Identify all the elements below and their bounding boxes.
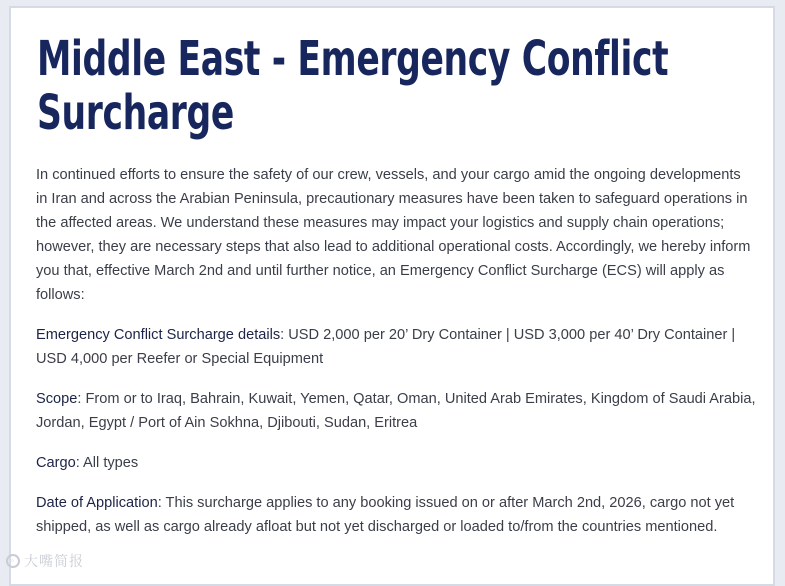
watermark-logo-icon: ◦ (6, 554, 20, 568)
surcharge-details-label: Emergency Conflict Surcharge details (36, 327, 281, 343)
scope-paragraph (36, 387, 756, 435)
announcement-body (36, 163, 756, 555)
watermark (6, 551, 84, 571)
cargo-paragraph (36, 451, 756, 475)
announcement-card (9, 6, 775, 586)
date-of-application-text: : This surcharge applies to any booking issued on or after March 2nd, 2026, cargo not yet shipped, as well as cargo already afloat but not yet discharged or loaded to/from the countries mentioned. (36, 495, 735, 535)
date-of-application-paragraph (36, 491, 756, 539)
page-title: Middle East - Emergency Conflict Surcharge (37, 31, 669, 141)
surcharge-details-paragraph (36, 323, 756, 371)
scope-label: Scope (36, 391, 78, 407)
surcharge-details-text: : USD 2,000 per 20’ Dry Container | USD 3,000 per 40’ Dry Container | USD 4,000 per Reefer or Special Equipment (36, 327, 736, 367)
date-of-application-label: Date of Application (36, 495, 158, 511)
cargo-label: Cargo (36, 455, 76, 471)
intro-paragraph: In continued efforts to ensure the safety of our crew, vessels, and your cargo amid the ongoing developments in Iran and across the Arabian Peninsula, precautionary measures have been taken to safeguard operations in the affected areas. We understand these measures may impact your logistics and supply chain operations; however, they are necessary steps that also lead to additional operational costs. Accordingly, we hereby inform you that, effective March 2nd and until further notice, an Emergency Conflict Surcharge (ECS) will apply as follows: (36, 167, 751, 303)
watermark-text: 大嘴简报 (24, 553, 84, 569)
cargo-text: : All types (75, 455, 139, 471)
scope-text: : From or to Iraq, Bahrain, Kuwait, Yemen, Qatar, Oman, United Arab Emirates, Kingdom of Saudi Arabia, Jordan, Egypt / Port of Ain Sokhna, Djibouti, Sudan, Eritrea (36, 391, 756, 431)
